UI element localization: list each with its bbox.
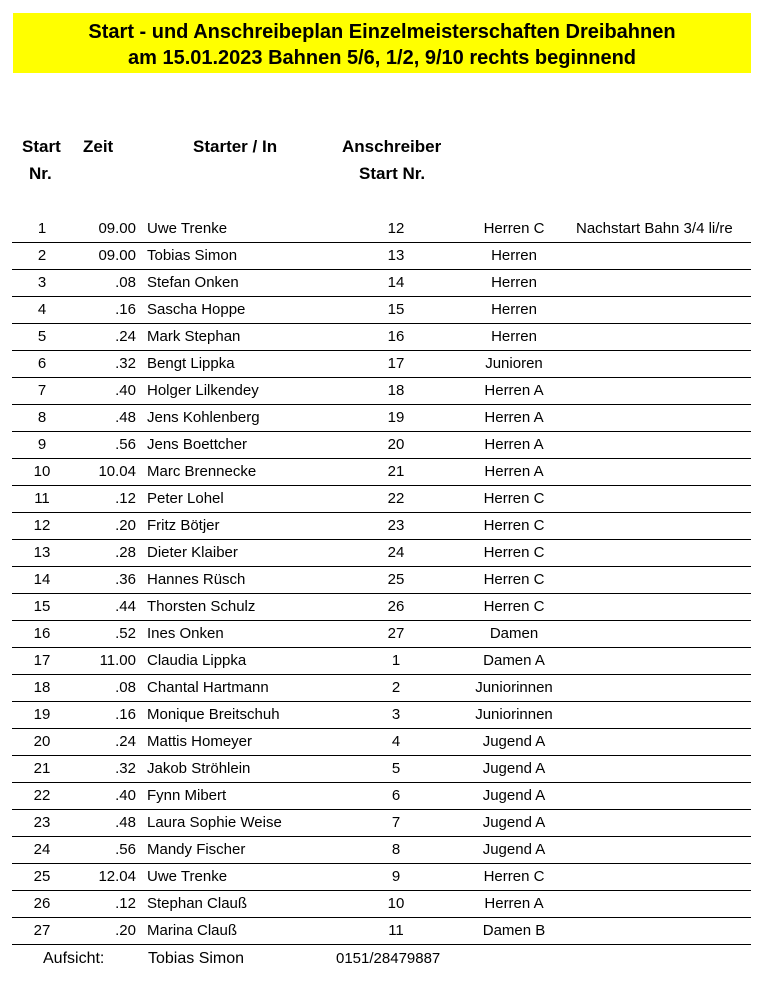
start-nr-cell: 25 (33, 868, 51, 885)
table-row (12, 918, 751, 945)
class-cell: Damen B (482, 922, 546, 939)
starter-name-cell: Sascha Hoppe (147, 301, 246, 318)
anschreiber-nr-cell: 15 (387, 301, 405, 318)
table-row (12, 648, 751, 675)
time-cell: .12 (115, 490, 136, 507)
time-cell: .36 (115, 571, 136, 588)
starter-name-cell: Uwe Trenke (147, 868, 228, 885)
table-row (12, 513, 751, 540)
anschreiber-nr-cell: 22 (387, 490, 405, 507)
anschreiber-nr-cell: 9 (391, 868, 401, 885)
start-nr-cell: 9 (37, 436, 47, 453)
time-cell: .28 (115, 544, 136, 561)
class-cell: Herren A (484, 895, 544, 912)
anschreiber-nr-cell: 11 (388, 922, 404, 939)
anschreiber-nr-cell: 21 (387, 463, 405, 480)
anschreiber-nr-cell: 27 (387, 625, 405, 642)
start-nr-cell: 20 (33, 733, 51, 750)
time-cell: .56 (115, 841, 136, 858)
anschreiber-nr-cell: 25 (387, 571, 405, 588)
class-cell: Herren A (484, 409, 544, 426)
class-cell: Jugend A (482, 733, 546, 750)
time-cell: .32 (115, 760, 136, 777)
starter-name-cell: Stefan Onken (147, 274, 239, 291)
class-cell: Herren C (483, 220, 545, 237)
time-cell: .16 (115, 301, 136, 318)
table-row (12, 324, 751, 351)
time-cell: .24 (115, 328, 136, 345)
time-cell: .08 (115, 274, 136, 291)
footer-name: Tobias Simon (148, 950, 245, 967)
class-cell: Herren (491, 247, 537, 264)
table-row (12, 297, 751, 324)
table-row (12, 216, 751, 243)
start-nr-cell: 3 (37, 274, 47, 291)
table-row (12, 837, 751, 864)
starter-name-cell: Fritz Bötjer (147, 517, 220, 534)
class-cell: Herren A (484, 463, 544, 480)
start-nr-cell: 7 (37, 382, 47, 399)
start-nr-cell: 27 (33, 922, 51, 939)
anschreiber-nr-cell: 23 (387, 517, 405, 534)
starter-name-cell: Hannes Rüsch (147, 571, 246, 588)
class-cell: Juniorinnen (475, 679, 553, 696)
header-anschreiber-nr: Start Nr. (359, 164, 426, 183)
starter-name-cell: Peter Lohel (147, 490, 224, 507)
class-cell: Herren (491, 274, 537, 291)
table-row (12, 864, 751, 891)
class-cell: Jugend A (482, 787, 546, 804)
anschreiber-nr-cell: 20 (387, 436, 405, 453)
class-cell: Herren C (483, 571, 545, 588)
starter-name-cell: Thorsten Schulz (147, 598, 256, 615)
header-anschreiber: Anschreiber (342, 137, 442, 156)
start-table (12, 216, 751, 945)
table-row (12, 621, 751, 648)
time-cell: .16 (115, 706, 136, 723)
anschreiber-nr-cell: 4 (391, 733, 401, 750)
start-nr-cell: 19 (33, 706, 51, 723)
time-cell: .48 (115, 814, 136, 831)
start-nr-cell: 17 (33, 652, 51, 669)
start-nr-cell: 21 (33, 760, 51, 777)
start-nr-cell: 8 (37, 409, 47, 426)
start-nr-cell: 6 (37, 355, 47, 372)
title-line-1: Start - und Anschreibeplan Einzelmeisterschaften Dreibahnen (88, 21, 676, 43)
anschreiber-nr-cell: 7 (391, 814, 401, 831)
anschreiber-nr-cell: 14 (387, 274, 405, 291)
table-row (12, 594, 751, 621)
time-cell: 09.00 (98, 247, 136, 264)
time-cell: .48 (115, 409, 136, 426)
table-row (12, 756, 751, 783)
anschreiber-nr-cell: 17 (387, 355, 405, 372)
time-cell: .20 (115, 922, 136, 939)
note-cell: Nachstart Bahn 3/4 li/re (576, 220, 733, 237)
starter-name-cell: Marina Clauß (147, 922, 238, 939)
class-cell: Herren (491, 301, 537, 318)
anschreiber-nr-cell: 3 (391, 706, 401, 723)
anschreiber-nr-cell: 13 (387, 247, 405, 264)
time-cell: .40 (115, 382, 136, 399)
time-cell: .56 (115, 436, 136, 453)
footer-label: Aufsicht: (43, 950, 105, 967)
time-cell: .40 (115, 787, 136, 804)
table-row (12, 378, 751, 405)
starter-name-cell: Tobias Simon (147, 247, 238, 264)
table-row (12, 567, 751, 594)
class-cell: Jugend A (482, 841, 546, 858)
starter-name-cell: Chantal Hartmann (147, 679, 269, 696)
starter-name-cell: Holger Lilkendey (147, 382, 259, 399)
starter-name-cell: Stephan Clauß (147, 895, 248, 912)
starter-name-cell: Marc Brennecke (147, 463, 257, 480)
header-zeit: Zeit (83, 137, 114, 156)
anschreiber-nr-cell: 1 (391, 652, 401, 669)
table-row (12, 405, 751, 432)
table-row (12, 243, 751, 270)
starter-name-cell: Jens Kohlenberg (147, 409, 260, 426)
time-cell: .12 (115, 895, 136, 912)
table-row (12, 729, 751, 756)
footer-phone: 0151/28479887 (336, 950, 441, 967)
time-cell: .20 (115, 517, 136, 534)
anschreiber-nr-cell: 26 (387, 598, 405, 615)
starter-name-cell: Mattis Homeyer (147, 733, 253, 750)
table-row (12, 351, 751, 378)
table-row (12, 486, 751, 513)
title-banner (13, 13, 751, 73)
start-nr-cell: 4 (37, 301, 47, 318)
time-cell: 11.00 (99, 652, 136, 669)
time-cell: .52 (115, 625, 136, 642)
time-cell: 09.00 (98, 220, 136, 237)
anschreiber-nr-cell: 5 (391, 760, 401, 777)
class-cell: Jugend A (482, 760, 546, 777)
table-row (12, 783, 751, 810)
anschreiber-nr-cell: 24 (387, 544, 405, 561)
class-cell: Herren (491, 328, 537, 345)
start-nr-cell: 2 (37, 247, 47, 264)
anschreiber-nr-cell: 6 (391, 787, 401, 804)
start-nr-cell: 5 (37, 328, 47, 345)
header-starter: Starter / In (193, 137, 278, 156)
time-cell: 10.04 (98, 463, 136, 480)
class-cell: Junioren (485, 355, 543, 372)
class-cell: Herren C (483, 544, 545, 561)
class-cell: Herren A (484, 436, 544, 453)
time-cell: .08 (115, 679, 136, 696)
anschreiber-nr-cell: 16 (387, 328, 405, 345)
start-nr-cell: 16 (33, 625, 51, 642)
start-nr-cell: 18 (33, 679, 51, 696)
class-cell: Herren C (483, 490, 545, 507)
start-nr-cell: 10 (33, 463, 51, 480)
table-row (12, 432, 751, 459)
start-nr-cell: 1 (37, 220, 47, 237)
start-nr-cell: 15 (33, 598, 51, 615)
table-row (12, 540, 751, 567)
start-nr-cell: 14 (33, 571, 51, 588)
starter-name-cell: Claudia Lippka (147, 652, 247, 669)
anschreiber-nr-cell: 18 (387, 382, 405, 399)
class-cell: Damen (489, 625, 539, 642)
class-cell: Herren C (483, 517, 545, 534)
starter-name-cell: Monique Breitschuh (147, 706, 280, 723)
table-row (12, 675, 751, 702)
start-nr-cell: 13 (33, 544, 51, 561)
time-cell: .32 (115, 355, 136, 372)
anschreiber-nr-cell: 19 (387, 409, 405, 426)
starter-name-cell: Dieter Klaiber (147, 544, 238, 561)
title-line-2: am 15.01.2023 Bahnen 5/6, 1/2, 9/10 rechts beginnend (127, 47, 637, 69)
starter-name-cell: Fynn Mibert (147, 787, 227, 804)
starter-name-cell: Ines Onken (147, 625, 224, 642)
header-start: Start (22, 137, 61, 156)
starter-name-cell: Laura Sophie Weise (147, 814, 282, 831)
starter-name-cell: Jens Boettcher (147, 436, 248, 453)
class-cell: Jugend A (482, 814, 546, 831)
anschreiber-nr-cell: 12 (387, 220, 405, 237)
time-cell: .44 (115, 598, 136, 615)
class-cell: Juniorinnen (475, 706, 553, 723)
header-start-nr: Nr. (29, 164, 52, 183)
table-row (12, 702, 751, 729)
class-cell: Herren C (483, 598, 545, 615)
class-cell: Herren A (484, 382, 544, 399)
class-cell: Damen A (483, 652, 545, 669)
starter-name-cell: Uwe Trenke (147, 220, 228, 237)
start-nr-cell: 22 (33, 787, 51, 804)
start-nr-cell: 26 (33, 895, 51, 912)
table-row (12, 459, 751, 486)
start-nr-cell: 24 (33, 841, 51, 858)
anschreiber-nr-cell: 2 (391, 679, 401, 696)
table-row (12, 270, 751, 297)
table-row (12, 891, 751, 918)
start-nr-cell: 23 (33, 814, 51, 831)
starter-name-cell: Mandy Fischer (147, 841, 246, 858)
anschreiber-nr-cell: 10 (387, 895, 405, 912)
time-cell: .24 (115, 733, 136, 750)
starter-name-cell: Jakob Ströhlein (147, 760, 251, 777)
anschreiber-nr-cell: 8 (391, 841, 401, 858)
starter-name-cell: Bengt Lippka (147, 355, 235, 372)
class-cell: Herren C (483, 868, 545, 885)
start-nr-cell: 11 (34, 490, 50, 507)
starter-name-cell: Mark Stephan (147, 328, 241, 345)
table-row (12, 810, 751, 837)
time-cell: 12.04 (98, 868, 136, 885)
start-nr-cell: 12 (33, 517, 51, 534)
